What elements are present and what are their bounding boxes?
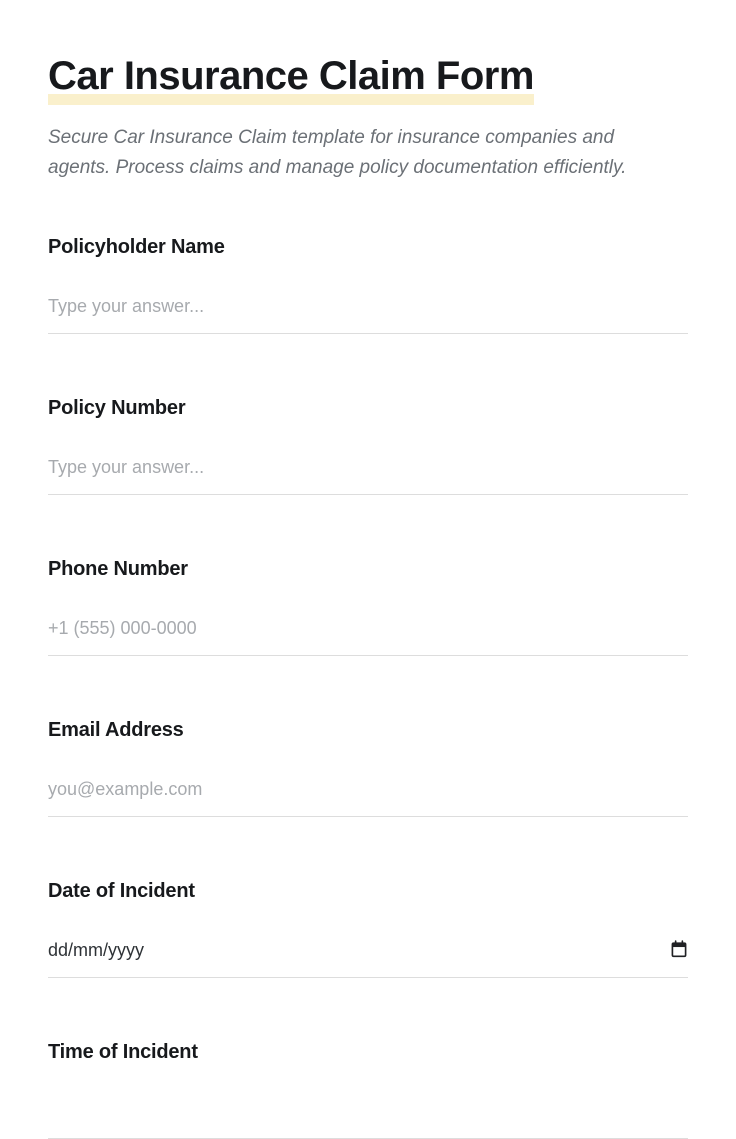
field-policy-number — [48, 396, 688, 495]
field-phone-number — [48, 557, 688, 656]
form-description: Secure Car Insurance Claim template for insurance companies and agents. Process claims and manage policy documentation efficiently. — [48, 127, 627, 178]
field-time-of-incident — [48, 1040, 688, 1139]
policy-number-label: Policy Number — [48, 397, 186, 419]
calendar-icon[interactable] — [670, 940, 688, 958]
time-of-incident-input[interactable] — [48, 1101, 688, 1122]
date-of-incident-input-row — [48, 940, 688, 978]
date-of-incident-input[interactable] — [48, 940, 658, 961]
phone-number-label: Phone Number — [48, 558, 188, 580]
policyholder-name-input[interactable] — [48, 296, 688, 317]
policyholder-name-label: Policyholder Name — [48, 236, 225, 258]
policy-number-input[interactable] — [48, 457, 688, 478]
date-of-incident-label: Date of Incident — [48, 880, 195, 902]
page-title: Car Insurance Claim Form — [48, 55, 534, 105]
form-fields — [48, 235, 688, 1139]
email-address-input-row — [48, 779, 688, 817]
time-of-incident-input-row — [48, 1101, 688, 1139]
email-address-input[interactable] — [48, 779, 688, 800]
field-email-address — [48, 718, 688, 817]
email-address-label: Email Address — [48, 719, 184, 741]
field-date-of-incident — [48, 879, 688, 978]
policyholder-name-input-row — [48, 296, 688, 334]
field-policyholder-name — [48, 235, 688, 334]
phone-number-input-row — [48, 618, 688, 656]
policy-number-input-row — [48, 457, 688, 495]
time-of-incident-label: Time of Incident — [48, 1041, 198, 1063]
phone-number-input[interactable] — [48, 618, 688, 639]
